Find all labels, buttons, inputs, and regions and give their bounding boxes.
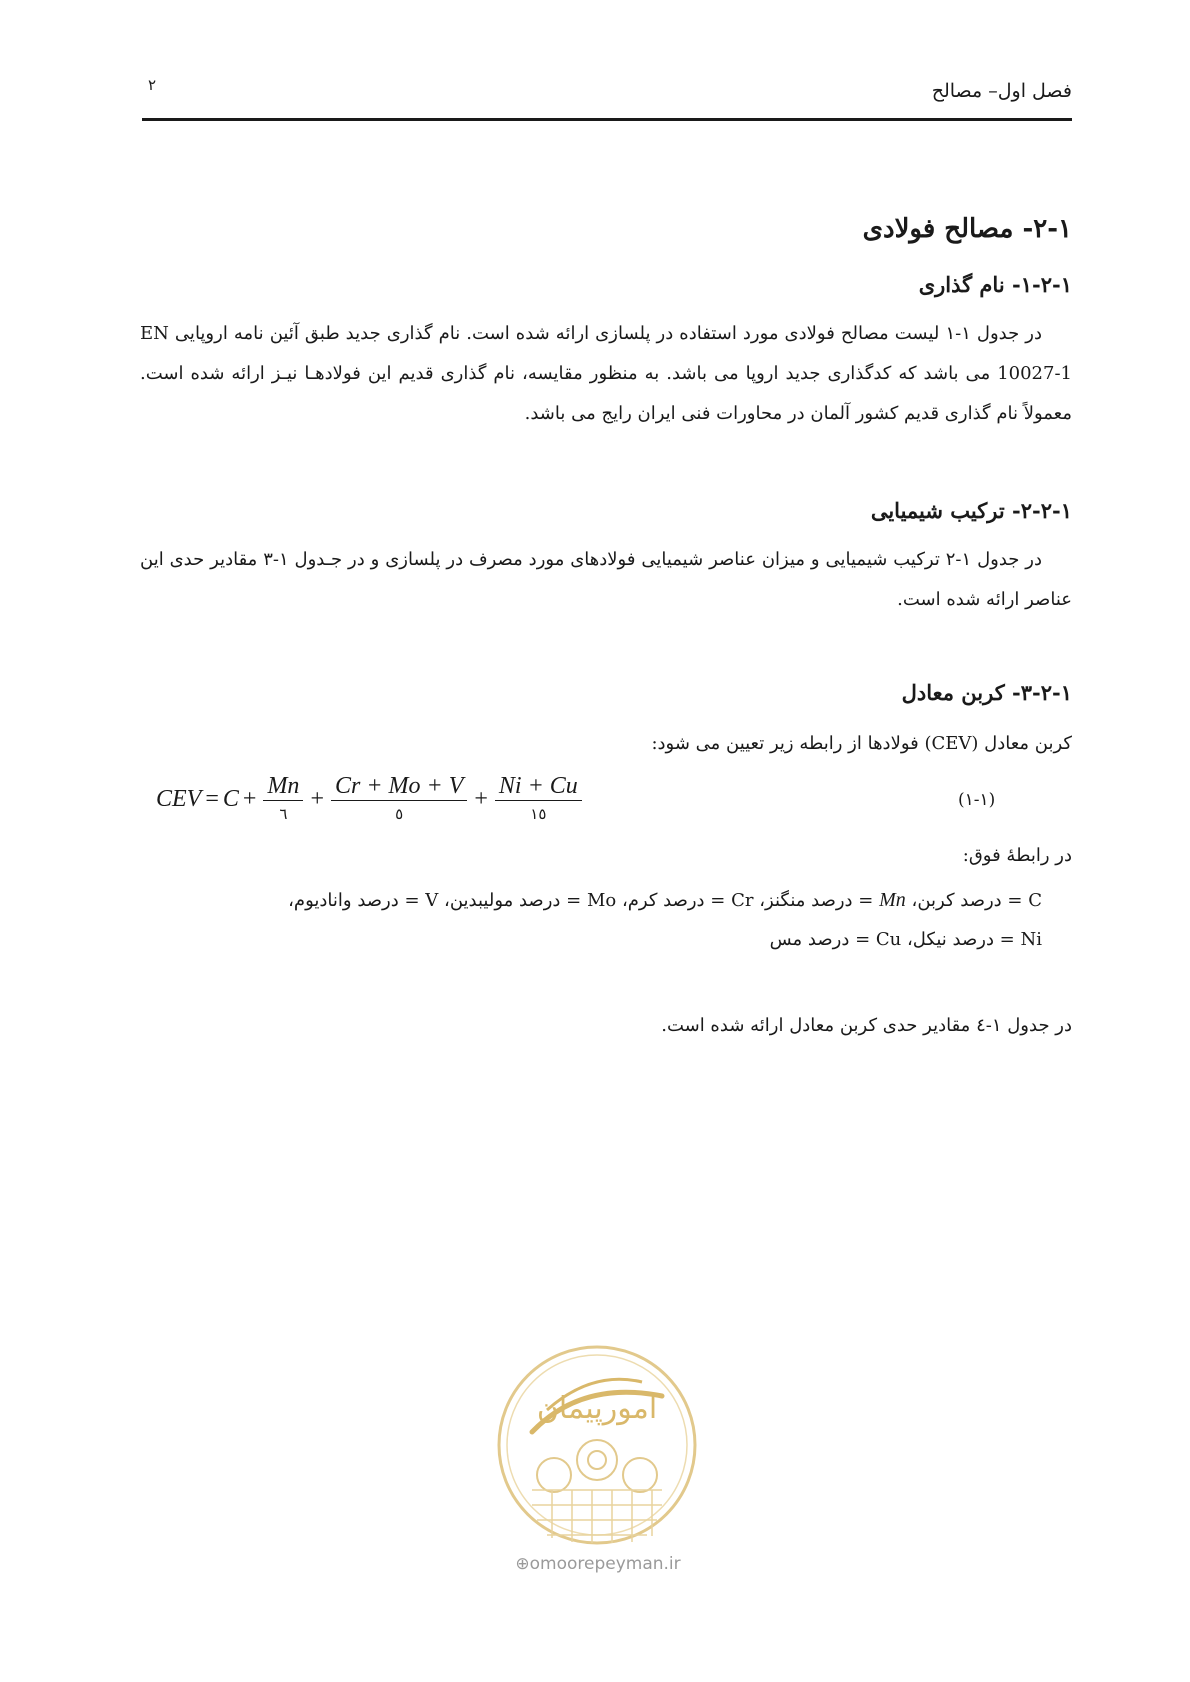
legend-line-2: Ni = درصد نیکل، Cu = درصد مس bbox=[769, 929, 1042, 950]
chapter-title: فصل اول– مصالح bbox=[931, 80, 1072, 102]
fraction-cr-mo-v-numerator: Cr + Mo + V bbox=[334, 772, 464, 799]
formula-plus: + bbox=[474, 785, 488, 812]
fraction-mn-numerator: Mn bbox=[267, 772, 300, 799]
watermark-site bbox=[478, 1554, 718, 1574]
cev-intro: کربن معادل (CEV) فولادها از رابطه زیر تعیین می شود: bbox=[651, 733, 1072, 754]
section-title-steel-materials: ١-٢- مصالح فولادی bbox=[862, 214, 1072, 244]
page-number: ٢ bbox=[148, 76, 157, 94]
section-title-chemical-composition: ١-٢-٢- ترکیب شیمیایی bbox=[870, 498, 1072, 523]
watermark-logo bbox=[492, 1340, 702, 1550]
logo-gears bbox=[537, 1440, 657, 1492]
composition-paragraph bbox=[140, 540, 1072, 620]
legend-intro: در رابطهٔ فوق: bbox=[962, 845, 1072, 866]
section-title-naming: ١-٢-١- نام گذاری bbox=[918, 272, 1072, 297]
formula-equals: = bbox=[205, 785, 219, 812]
naming-paragraph bbox=[140, 314, 1072, 434]
fraction-ni-cu bbox=[495, 772, 582, 827]
legend-mn-symbol: Mn bbox=[879, 889, 906, 911]
fraction-cr-mo-v-denominator: ٥ bbox=[395, 804, 404, 823]
formula-plus: + bbox=[242, 785, 257, 812]
fraction-ni-cu-numerator: Ni + Cu bbox=[498, 772, 578, 799]
logo-ring bbox=[499, 1347, 695, 1543]
legend-line-1 bbox=[142, 880, 1042, 921]
composition-paragraph-text: در جدول ١-٢ ترکیب شیمیایی و میزان عناصر شیمیایی فولادهای مورد مصرف در پلسازی و در جـدول ١-٣ مقادیر حدی این عناصر ارائه شده است. bbox=[140, 549, 1072, 610]
cev-formula bbox=[156, 764, 585, 834]
equation-number: (١-١) bbox=[958, 790, 996, 810]
section-title-carbon-equivalent: ١-٢-٣- کربن معادل bbox=[901, 680, 1072, 705]
formula-carbon: C bbox=[222, 785, 239, 812]
page-header bbox=[142, 70, 1072, 121]
fraction-mn bbox=[263, 772, 303, 827]
naming-paragraph-text: در جدول ١-١ لیست مصالح فولادی مورد استفاده در پلسازی ارائه شده است. نام گذاری جدید طبق آئین نامه اروپایی EN 10027-1 می باشد که کدگذاری جدید اروپا می باشد. به منظور مقایسه، نام گذاری قدیم این فولادهـا نیـز ارائه شده است. معمولاً نام گذاری قدیم کشور آلمان در محاورات فنی ایران رایج می باشد. bbox=[140, 323, 1072, 424]
formula-plus: + bbox=[310, 785, 324, 812]
watermark-site-text: omoorepeyman.ir bbox=[529, 1554, 681, 1574]
fraction-mn-denominator: ٦ bbox=[279, 804, 288, 823]
fraction-ni-cu-denominator: ١٥ bbox=[530, 804, 547, 823]
closing-sentence: در جدول ١-٤ مقادیر حدی کربن معادل ارائه شده است. bbox=[661, 1015, 1072, 1036]
fraction-cr-mo-v bbox=[331, 772, 467, 827]
logo-grid bbox=[532, 1490, 662, 1543]
legend-rest: = درصد منگنز، Cr = درصد کرم، Mo = درصد مولیبدین، V = درصد وانادیوم، bbox=[288, 890, 880, 911]
globe-icon: ⊕ bbox=[515, 1554, 530, 1574]
formula-lhs: CEV bbox=[156, 785, 202, 812]
logo-lettering: امورپیمان bbox=[536, 1391, 658, 1426]
legend-carbon: C = درصد کربن، bbox=[905, 890, 1042, 911]
